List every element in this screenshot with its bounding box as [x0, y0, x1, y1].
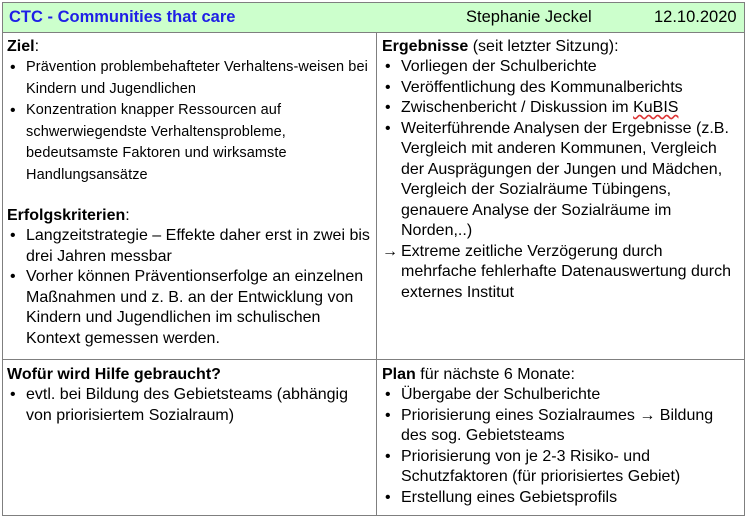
list-item: • Vorher können Präventionserfolge an einzelnen Maßnahmen und z. B. an der Entwicklung von Kindern und Jugendlichen im schulischen Kontext gemessen werden.: [7, 267, 373, 349]
erfolgskriterien-heading: Erfolgskriterien:: [7, 207, 130, 224]
arrow-right-icon: →: [382, 242, 398, 260]
plan-heading: Plan für nächste 6 Monate:: [382, 366, 575, 383]
list-item: • Konzentration knapper Ressourcen auf schwerwiegendste Verhaltensprobleme, bedeutsamste Faktoren und wirksamste Handlungsansätze: [7, 100, 373, 186]
list-item: • Priorisierung eines Sozialraumes → Bildung des sog. Gebietsteams: [382, 406, 742, 447]
ziel-cell: [7, 37, 373, 349]
list-item: • Prävention problembehafteter Verhaltens-weisen bei Kindern und Jugendlichen: [7, 57, 373, 100]
ergebnisse-heading: Ergebnisse (seit letzter Sitzung):: [382, 38, 619, 55]
hilfe-heading: Wofür wird Hilfe gebraucht?: [7, 366, 221, 383]
list-item: • Erstellung eines Gebietsprofils: [382, 488, 742, 509]
list-item: • Zwischenbericht / Diskussion im KuBIS: [382, 98, 742, 119]
list-item: • Vorliegen der Schulberichte: [382, 57, 742, 78]
author-name: Stephanie Jeckel: [466, 8, 592, 26]
erfolgskriterien-list: [7, 226, 373, 349]
ziel-list: [7, 57, 373, 186]
ergebnisse-cell: [382, 37, 742, 303]
row-divider: [3, 359, 744, 360]
hilfe-cell: [7, 365, 373, 426]
hilfe-list: [7, 385, 373, 426]
plan-list: [382, 385, 742, 508]
list-item: • Priorisierung von je 2-3 Risiko- und Schutzfaktoren (für priorisiertes Gebiet): [382, 447, 742, 488]
list-item: • evtl. bei Bildung des Gebietsteams (abhängig von priorisiertem Sozialraum): [7, 385, 373, 426]
list-item: • Langzeitstrategie – Effekte daher erst in zwei bis drei Jahren messbar: [7, 226, 373, 267]
kubis-term: KuBIS: [633, 99, 679, 116]
column-divider: [376, 33, 377, 516]
plan-cell: [382, 365, 742, 508]
ergebnisse-list: [382, 57, 742, 242]
delay-note: → Extreme zeitliche Verzögerung durch mehrfache fehlerhafte Datenauswertung durch externes Institut: [382, 242, 731, 301]
document-title: CTC - Communities that care: [9, 8, 236, 26]
ziel-heading: Ziel:: [7, 38, 40, 55]
document-date: 12.10.2020: [654, 8, 737, 26]
list-item: • Veröffentlichung des Kommunalberichts: [382, 78, 742, 99]
table-header: [3, 3, 744, 33]
list-item: • Weiterführende Analysen der Ergebnisse (z.B. Vergleich mit anderen Kommunen, Vergleich der Ausprägungen der Jungen und Mädchen, Vergleich der Sozialräume Tübingens, genauere Analyse der Sozialräume im Norden,..): [382, 119, 742, 242]
list-item: • Übergabe der Schulberichte: [382, 385, 742, 406]
ctc-status-table: [2, 2, 745, 516]
